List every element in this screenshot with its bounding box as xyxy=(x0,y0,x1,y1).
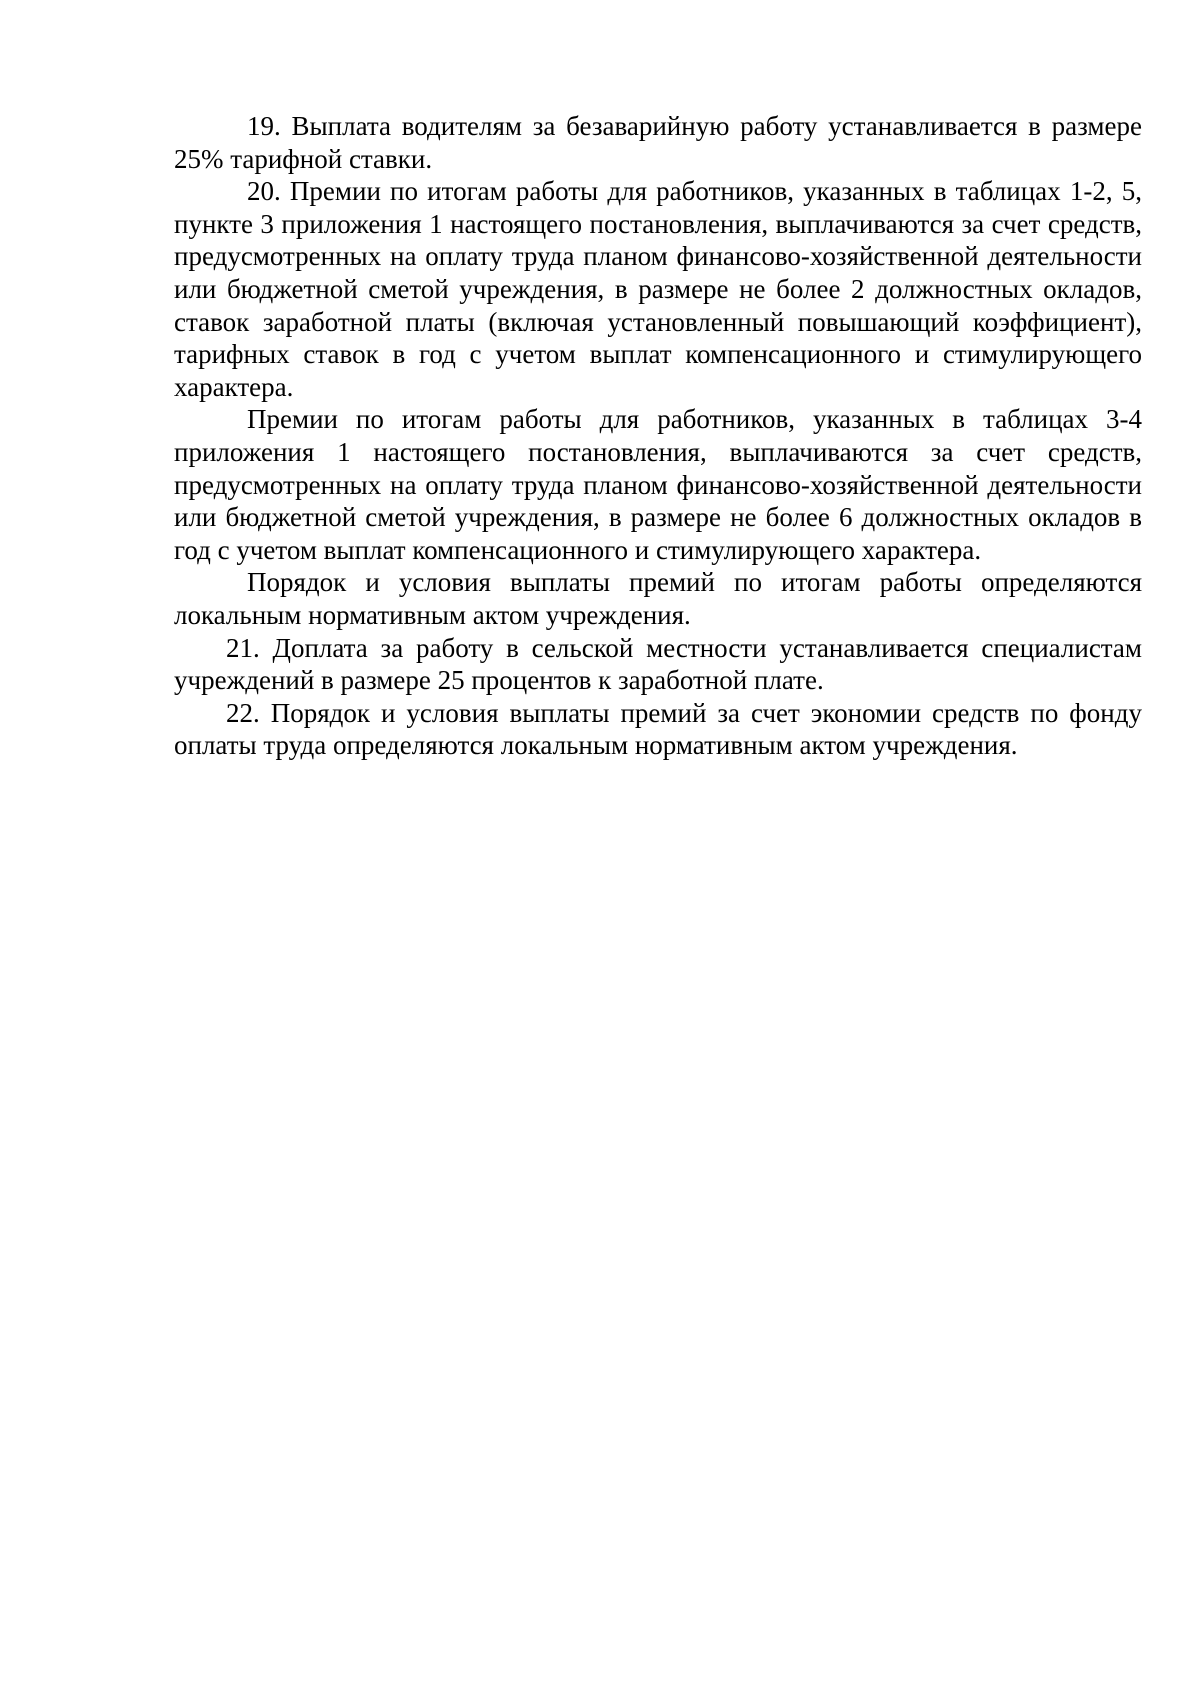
document-body xyxy=(174,110,1142,762)
paragraph-22: 22. Порядок и условия выплаты премий за счет экономии средств по фонду оплаты труда определяются локальным нормативным актом учреждения. xyxy=(174,697,1142,761)
paragraph-20-premiums-tables-3-4: Премии по итогам работы для работников, указанных в таблицах 3-4 приложения 1 настоящего постановления, выплачиваются за счет средств, предусмотренных на оплату труда планом финансово-хозяйственной деятельности или бюджетной сметой учреждения, в размере не более 6 должностных окладов в год с учетом выплат компенсационного и стимулирующего характера. xyxy=(174,404,1142,565)
paragraph-20-procedure: Порядок и условия выплаты премий по итогам работы определяются локальным нормативным актом учреждения. xyxy=(174,567,1142,630)
paragraph-20: 20. Премии по итогам работы для работников, указанных в таблицах 1-2, 5, пункте 3 приложения 1 настоящего постановления, выплачиваются за счет средств, предусмотренных на оплату труда планом финансово-хозяйственной деятельности или бюджетной сметой учреждения, в размере не более 2 должностных окладов, ставок заработной платы (включая установленный повышающий коэффициент), тарифных ставок в год с учетом выплат компенсационного и стимулирующего характера. xyxy=(174,176,1142,402)
paragraph-19: 19. Выплата водителям за безаварийную работу устанавливается в размере 25% тарифной ставки. xyxy=(174,111,1142,174)
paragraph-21: 21. Доплата за работу в сельской местности устанавливается специалистам учреждений в размере 25 процентов к заработной плате. xyxy=(174,632,1142,696)
